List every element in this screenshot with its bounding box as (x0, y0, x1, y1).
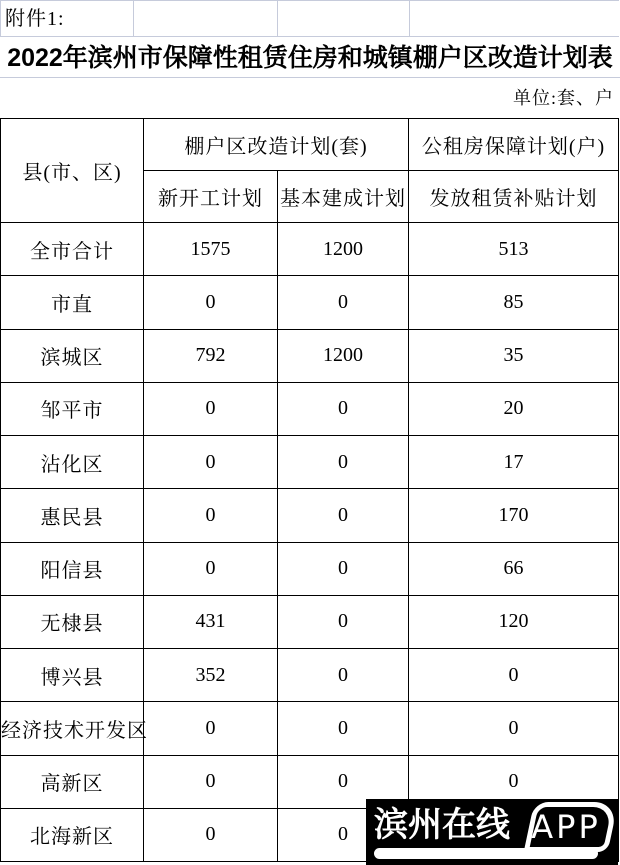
new-start-cell: 352 (144, 649, 278, 702)
table-row (1, 223, 619, 276)
unit-note: 单位:套、户 (512, 88, 614, 108)
new-start-cell: 792 (144, 329, 278, 382)
region-cell: 滨城区 (1, 329, 144, 382)
subsidy-cell: 0 (409, 649, 619, 702)
completed-cell: 0 (278, 702, 409, 755)
region-cell: 北海新区 (1, 808, 144, 861)
completed-cell: 0 (278, 595, 409, 648)
subsidy-cell: 0 (409, 755, 619, 808)
new-start-cell: 0 (144, 702, 278, 755)
subsidy-cell: 85 (409, 276, 619, 329)
new-start-cell: 0 (144, 489, 278, 542)
completed-cell: 0 (278, 382, 409, 435)
subsidy-cell: 17 (409, 436, 619, 489)
new-start-cell: 0 (144, 382, 278, 435)
completed-cell: 0 (278, 808, 409, 861)
table-row (1, 436, 619, 489)
table-row (1, 489, 619, 542)
region-cell: 邹平市 (1, 382, 144, 435)
table-row (1, 595, 619, 648)
header-rental-subsidy: 发放租赁补贴计划 (409, 171, 619, 223)
region-cell: 无棣县 (1, 595, 144, 648)
new-start-cell: 1575 (144, 223, 278, 276)
watermark-logo (366, 799, 618, 865)
region-cell: 惠民县 (1, 489, 144, 542)
subsidy-cell: 66 (409, 542, 619, 595)
table-row (1, 542, 619, 595)
subsidy-cell: 0 (409, 702, 619, 755)
new-start-cell: 0 (144, 542, 278, 595)
completed-cell: 0 (278, 489, 409, 542)
region-cell: 经济技术开发区 (1, 702, 144, 755)
header-group-public-rental: 公租房保障计划(户) (409, 119, 619, 171)
table-row (1, 702, 619, 755)
completed-cell: 1200 (278, 329, 409, 382)
header-group-shantytown: 棚户区改造计划(套) (144, 119, 409, 171)
completed-cell: 0 (278, 436, 409, 489)
header-row-groups (1, 119, 619, 171)
new-start-cell: 0 (144, 276, 278, 329)
watermark-brand-text: 滨州在线 (374, 806, 510, 844)
region-cell: 阳信县 (1, 542, 144, 595)
subsidy-cell: 35 (409, 329, 619, 382)
new-start-cell: 0 (144, 436, 278, 489)
subsidy-cell: 120 (409, 595, 619, 648)
completed-cell: 0 (278, 542, 409, 595)
table-row (1, 276, 619, 329)
subsidy-cell: 170 (409, 489, 619, 542)
attachment-row (0, 0, 619, 37)
header-region: 县(市、区) (1, 119, 144, 223)
grid-line-vertical (133, 1, 134, 37)
page-title: 2022年滨州市保障性租赁住房和城镇棚户区改造计划表 (0, 38, 620, 78)
completed-cell: 0 (278, 755, 409, 808)
grid-line-vertical (409, 1, 410, 37)
region-cell: 全市合计 (1, 223, 144, 276)
header-basically-completed: 基本建成计划 (278, 171, 409, 223)
table-row (1, 382, 619, 435)
region-cell: 市直 (1, 276, 144, 329)
subsidy-cell: 513 (409, 223, 619, 276)
region-cell: 高新区 (1, 755, 144, 808)
new-start-cell: 431 (144, 595, 278, 648)
new-start-cell: 0 (144, 755, 278, 808)
watermark-app-label: APP (531, 808, 601, 846)
grid-line-vertical (277, 1, 278, 37)
table-row (1, 649, 619, 702)
completed-cell: 0 (278, 276, 409, 329)
new-start-cell: 0 (144, 808, 278, 861)
completed-cell: 0 (278, 649, 409, 702)
plan-table (0, 118, 619, 862)
header-new-start: 新开工计划 (144, 171, 278, 223)
attachment-label: 附件1: (5, 8, 65, 30)
region-cell: 博兴县 (1, 649, 144, 702)
completed-cell: 1200 (278, 223, 409, 276)
table-row (1, 329, 619, 382)
region-cell: 沾化区 (1, 436, 144, 489)
subsidy-cell: 20 (409, 382, 619, 435)
